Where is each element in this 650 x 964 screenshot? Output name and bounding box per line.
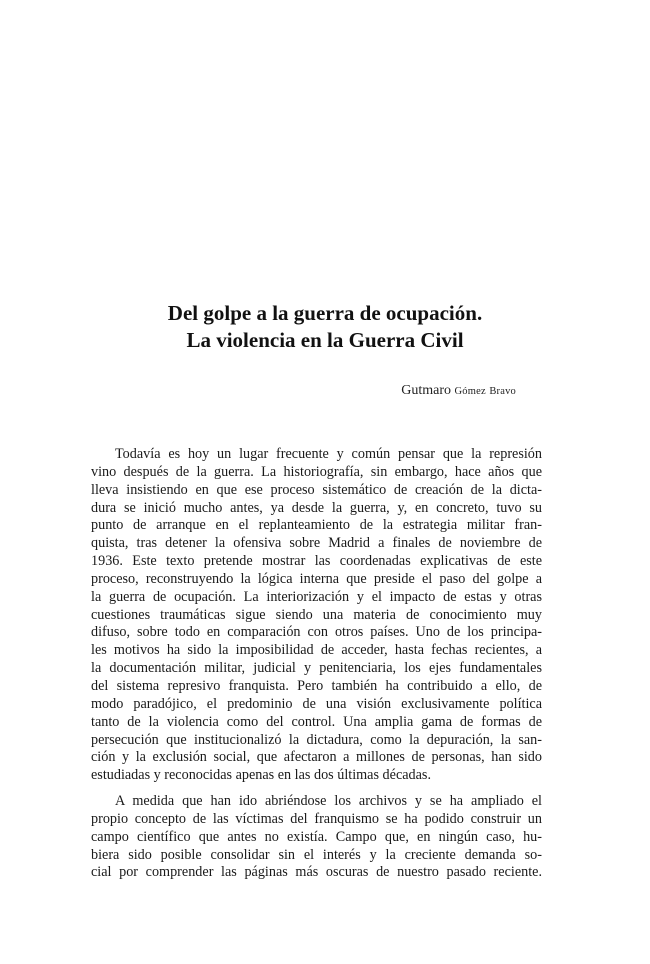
text-line: propio concepto de las víctimas del franquismo se ha podido construir un	[91, 810, 542, 827]
text-line: campo científico que antes no existía. Campo que, en ningún caso, hu-	[91, 828, 542, 845]
body-text	[91, 446, 542, 882]
text-line: lleva insistiendo en que ese proceso sistemático de creación de la dicta-	[91, 481, 542, 498]
title-line-2: La violencia en la Guerra Civil	[186, 328, 464, 352]
text-line: dura se inició mucho antes, ya desde la guerra, y, en concreto, tuvo su	[91, 499, 542, 516]
text-line: cial por comprender las páginas más oscuras de nuestro pasado reciente.	[91, 864, 542, 881]
author-surname-2: Bravo	[489, 386, 516, 397]
text-line: biera sido posible consolidar sin el interés y la creciente demanda so-	[91, 846, 542, 863]
text-line: proceso, reconstruyendo la lógica interna que preside el paso del golpe a	[91, 570, 542, 587]
author-byline	[401, 382, 516, 401]
author-first-name: Gutmaro	[401, 383, 451, 398]
text-line: les motivos ha sido la imposibilidad de acceder, hasta fechas recientes, a	[91, 642, 542, 659]
paragraph-2	[91, 793, 542, 882]
text-line: estudiadas y reconocidas apenas en las dos últimas décadas.	[91, 767, 431, 784]
text-line: modo paradójico, el predominio de una visión exclusivamente política	[91, 695, 542, 712]
paragraph-1	[91, 446, 542, 785]
text-line: la documentación militar, judicial y penitenciaria, los ejes fundamentales	[91, 660, 542, 677]
article-title	[0, 300, 650, 354]
title-line-1: Del golpe a la guerra de ocupación.	[167, 301, 483, 325]
text-line: del sistema represivo franquista. Pero también ha contribuido a ello, de	[91, 677, 542, 694]
text-line: la guerra de ocupación. La interiorización y el impacto de estas y otras	[91, 588, 542, 605]
text-line: punto de arranque en el replanteamiento de la estrategia militar fran-	[91, 517, 542, 534]
author-surname-1: Gómez	[454, 386, 486, 397]
text-line: Todavía es hoy un lugar frecuente y común pensar que la represión	[115, 446, 542, 462]
text-line: quista, tras detener la ofensiva sobre Madrid a finales de noviembre de	[91, 535, 542, 552]
text-line: 1936. Este texto pretende mostrar las coordenadas explicativas de este	[91, 553, 542, 570]
text-line: cuestiones traumáticas sigue siendo una materia de conocimiento muy	[91, 606, 542, 623]
text-line: persecución que institucionalizó la dictadura, como la depuración, la san-	[91, 731, 542, 748]
text-line: vino después de la guerra. La historiografía, sin embargo, hace años que	[91, 463, 542, 480]
text-line: difuso, sobre todo en comparación con otros países. Uno de los principa-	[91, 624, 542, 641]
text-line: tanto de la violencia como del control. Una amplia gama de formas de	[91, 713, 542, 730]
text-line: A medida que han ido abriéndose los archivos y se ha ampliado el	[115, 793, 542, 810]
text-line: ción y la exclusión social, que afectaron a millones de personas, han sido	[91, 749, 542, 766]
